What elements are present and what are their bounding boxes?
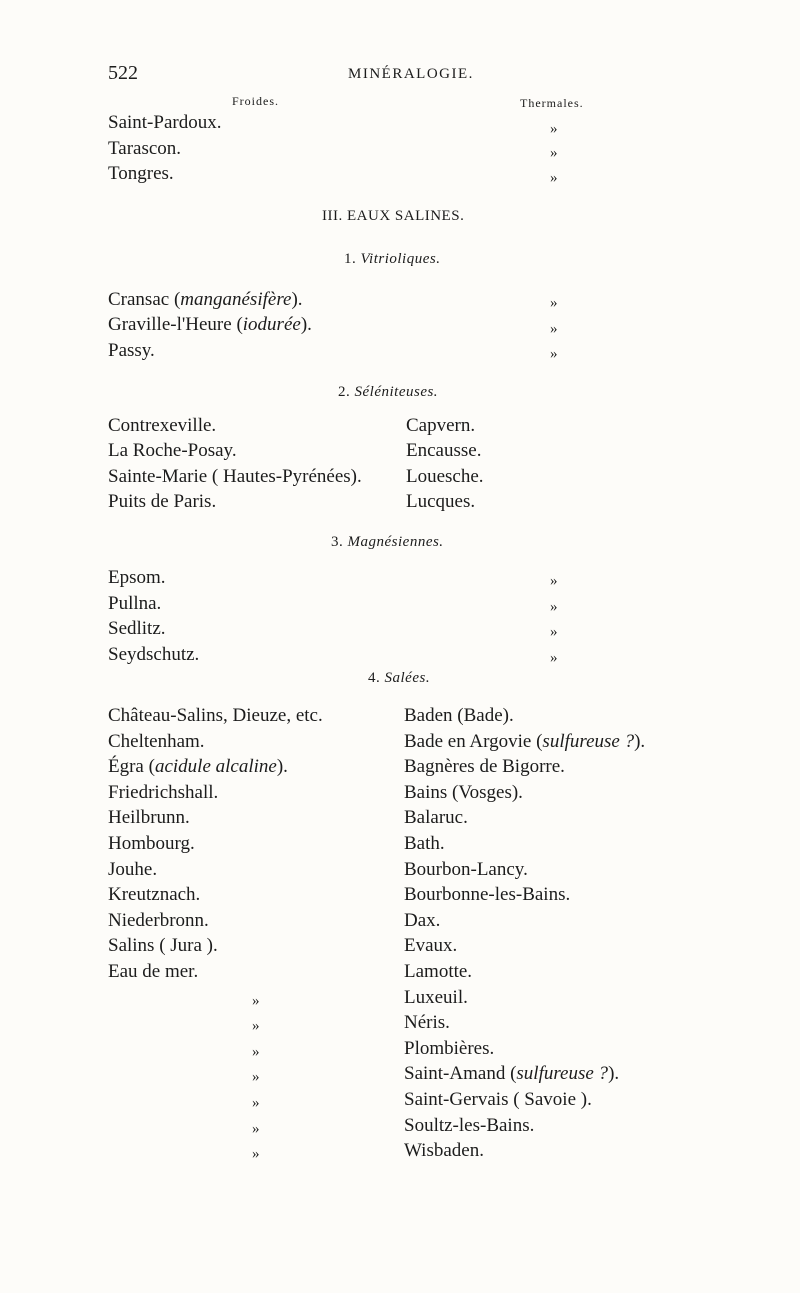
list-item: Lucques. (406, 491, 476, 512)
subsection-heading: 2. Séléniteuses. (338, 384, 439, 400)
list-item: Sainte-Marie ( Hautes-Pyrénées). (108, 466, 362, 487)
ditto-mark: » (550, 624, 558, 640)
ditto-mark: » (252, 1121, 260, 1137)
ditto-mark: » (550, 295, 558, 311)
page-number: 522 (108, 62, 138, 84)
subsection-heading: 4. Salées. (368, 670, 431, 686)
list-item: Cransac (manganésifère). (108, 289, 303, 310)
list-item: Heilbrunn. (108, 807, 190, 828)
list-item: Salins ( Jura ). (108, 935, 218, 956)
ditto-mark: » (252, 1095, 260, 1111)
list-item: Bade en Argovie (sulfureuse ?). (404, 731, 646, 752)
ditto-mark: » (550, 573, 558, 589)
section-heading: III. EAUX SALINES. (322, 208, 465, 224)
list-item: Puits de Paris. (108, 491, 217, 512)
list-item: Plombières. (404, 1038, 495, 1059)
list-item: Evaux. (404, 935, 458, 956)
ditto-mark: » (252, 1018, 260, 1034)
list-item: Cheltenham. (108, 731, 205, 752)
ditto-mark: » (550, 346, 558, 362)
list-item: Baden (Bade). (404, 705, 514, 726)
ditto-mark: » (252, 1044, 260, 1060)
ditto-mark: » (252, 993, 260, 1009)
subsection-heading: 1. Vitrioliques. (344, 251, 441, 267)
list-item: Luxeuil. (404, 987, 468, 1008)
ditto-mark: » (252, 1146, 260, 1162)
running-head: MINÉRALOGIE. (348, 66, 474, 82)
list-item: Néris. (404, 1012, 450, 1033)
list-item: Louesche. (406, 466, 484, 487)
ditto-mark: » (550, 650, 558, 666)
ditto-mark: » (550, 145, 558, 161)
list-item: Bourbonne-les-Bains. (404, 884, 571, 905)
list-item: Wisbaden. (404, 1140, 484, 1161)
list-item: Epsom. (108, 567, 166, 588)
list-item: Friedrichshall. (108, 782, 219, 803)
list-item: Balaruc. (404, 807, 468, 828)
column-header-thermales: Thermales. (520, 96, 584, 110)
list-item: Bains (Vosges). (404, 782, 523, 803)
list-item: Dax. (404, 910, 441, 931)
list-item: Seydschutz. (108, 644, 200, 665)
subsection-heading: 3. Magnésiennes. (331, 534, 444, 550)
list-item: Bourbon-Lancy. (404, 859, 528, 880)
list-item: Saint-Gervais ( Savoie ). (404, 1089, 592, 1110)
ditto-mark: » (550, 170, 558, 186)
list-item: Eau de mer. (108, 961, 199, 982)
list-item: Encausse. (406, 440, 482, 461)
list-item: Tarascon. (108, 138, 182, 159)
ditto-mark: » (252, 1069, 260, 1085)
list-item: Saint-Pardoux. (108, 112, 222, 133)
ditto-mark: » (550, 121, 558, 137)
list-item: Pullna. (108, 593, 162, 614)
list-item: Bagnères de Bigorre. (404, 756, 565, 777)
list-item: Hombourg. (108, 833, 195, 854)
list-item: Capvern. (406, 415, 476, 436)
list-item: Contrexeville. (108, 415, 217, 436)
list-item: Soultz-les-Bains. (404, 1115, 535, 1136)
list-item: Tongres. (108, 163, 174, 184)
ditto-mark: » (550, 599, 558, 615)
list-item: Kreutznach. (108, 884, 201, 905)
ditto-mark: » (550, 321, 558, 337)
list-item: Saint-Amand (sulfureuse ?). (404, 1063, 620, 1084)
column-header-froides: Froides. (232, 94, 279, 108)
list-item: Jouhe. (108, 859, 158, 880)
list-item: Passy. (108, 340, 155, 361)
list-item: Niederbronn. (108, 910, 209, 931)
list-item: Égra (acidule alcaline). (108, 756, 288, 777)
list-item: Bath. (404, 833, 445, 854)
list-item: Lamotte. (404, 961, 473, 982)
list-item: Graville-l'Heure (iodurée). (108, 314, 312, 335)
list-item: Château-Salins, Dieuze, etc. (108, 705, 323, 726)
list-item: La Roche-Posay. (108, 440, 237, 461)
list-item: Sedlitz. (108, 618, 166, 639)
